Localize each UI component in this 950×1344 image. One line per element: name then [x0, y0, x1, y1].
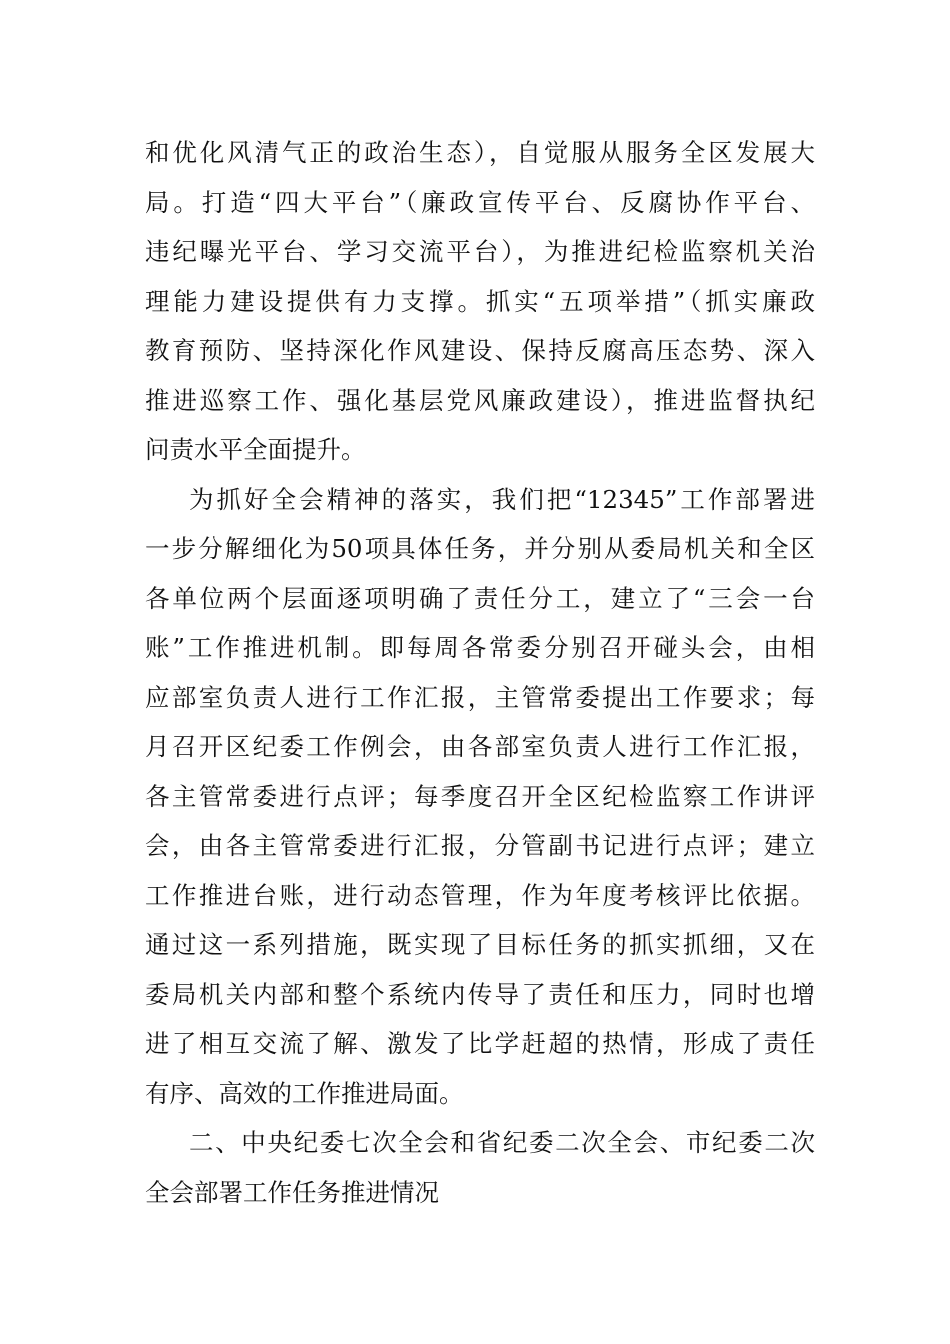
- text-line: 教育预防、坚持深化作风建设、保持反腐高压态势、深入: [145, 336, 815, 365]
- text-line: 和优化风清气正的政治生态），自觉服从服务全区发展大: [145, 138, 815, 167]
- text-line: 各主管常委进行点评；每季度召开全区纪检监察工作讲评: [145, 781, 815, 811]
- text-line: 应部室负责人进行工作汇报，主管常委提出工作要求；每: [145, 682, 815, 712]
- text-line: 委局机关内部和整个系统内传导了责任和压力，同时也增: [145, 979, 815, 1009]
- text-line: 进了相互交流了解、激发了比学赶超的热情，形成了责任: [145, 1029, 815, 1058]
- text-line: 为抓好全会精神的落实，我们把“12345”工作部署进: [189, 484, 815, 514]
- document-body: [145, 128, 815, 1217]
- text-line: 有序、高效的工作推进局面。: [145, 1078, 464, 1108]
- text-line: 局。打造“四大平台”（廉政宣传平台、反腐协作平台、: [145, 187, 815, 217]
- section-heading-two: [145, 1118, 815, 1217]
- text-line: 工作推进台账，进行动态管理，作为年度考核评比依据。: [145, 880, 815, 910]
- paragraph-implementation: [145, 475, 815, 1119]
- text-line: 理能力建设提供有力支撑。抓实“五项举措”（抓实廉政: [145, 286, 815, 316]
- text-line: 月召开区纪委工作例会，由各部室负责人进行工作汇报，: [145, 732, 815, 761]
- text-line: 推进巡察工作、强化基层党风廉政建设），推进监督执纪: [145, 385, 815, 415]
- text-line: 通过这一系列措施，既实现了目标任务的抓实抓细，又在: [145, 930, 815, 959]
- paragraph-platforms-measures: [145, 128, 815, 475]
- text-line: 违纪曝光平台、学习交流平台），为推进纪检监察机关治: [145, 237, 815, 266]
- text-line: 一步分解细化为50项具体任务，并分别从委局机关和全区: [145, 534, 815, 563]
- text-line: 各单位两个层面逐项明确了责任分工，建立了“三会一台: [145, 583, 815, 613]
- text-line: 会，由各主管常委进行汇报，分管副书记进行点评；建立: [145, 831, 815, 860]
- heading-line: 二、中央纪委七次全会和省纪委二次全会、市纪委二次: [189, 1128, 815, 1157]
- text-line: 账”工作推进机制。即每周各常委分别召开碰头会，由相: [145, 633, 815, 662]
- text-line: 问责水平全面提升。: [145, 435, 366, 464]
- heading-line: 全会部署工作任务推进情况: [145, 1177, 439, 1207]
